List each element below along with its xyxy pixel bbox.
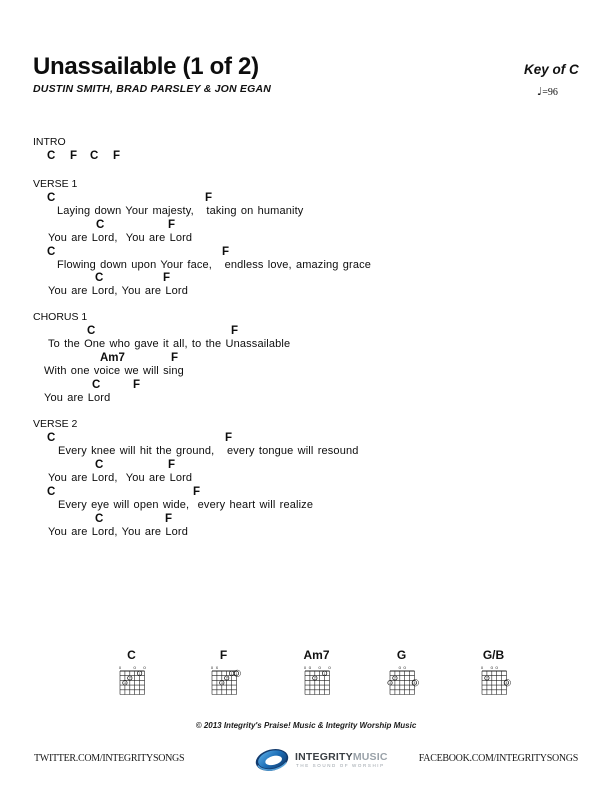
svg-text:1: 1 [230, 671, 233, 676]
svg-text:o: o [495, 665, 498, 670]
chord-symbol: C [90, 150, 99, 162]
chord-symbol: C [87, 325, 96, 337]
svg-text:x: x [118, 665, 122, 670]
chord-symbol: C [95, 513, 104, 525]
chord-symbol: F [165, 513, 173, 525]
diagram-chord-name: Am7 [303, 648, 330, 662]
svg-text:3: 3 [389, 681, 391, 686]
chord-symbol: F [193, 486, 201, 498]
svg-text:x: x [303, 665, 307, 670]
svg-text:1: 1 [235, 671, 238, 676]
page-title: Unassailable (1 of 2) [33, 53, 259, 80]
lyric-line: Every eye will open wide, every heart will realize [58, 499, 314, 511]
section-label: INTRO [33, 136, 66, 148]
tempo-value: =96 [542, 87, 558, 98]
facebook-link[interactable]: FACEBOOK.COM/INTEGRITYSONGS [418, 753, 578, 764]
chord-symbol: F [205, 192, 213, 204]
chord-symbol: C [96, 219, 105, 231]
integrity-music-logo [255, 748, 388, 774]
chord-symbol: C [47, 246, 56, 258]
diagram-chord-name: G/B [482, 648, 505, 662]
lyric-line: You are Lord, You are Lord [48, 232, 193, 244]
chord-symbol: F [163, 272, 171, 284]
diagram-chord-name: C [127, 648, 136, 662]
svg-text:2: 2 [225, 676, 228, 681]
guitar-chord-diagram [303, 664, 335, 702]
svg-text:1: 1 [138, 671, 141, 676]
svg-text:2: 2 [313, 676, 316, 681]
svg-text:x: x [210, 665, 214, 670]
guitar-chord-diagram [210, 664, 242, 702]
diagram-chord-name: G [396, 648, 407, 662]
chord-symbol: C [95, 459, 104, 471]
logo-wordmark: INTEGRITYMUSIC [295, 751, 388, 763]
chord-symbol: C [47, 192, 56, 204]
twitter-link[interactable]: TWITTER.COM/INTEGRITYSONGS [34, 753, 185, 764]
chord-symbol: F [168, 219, 176, 231]
svg-text:2: 2 [128, 676, 131, 681]
chord-symbol: F [171, 352, 179, 364]
chord-symbol: C [95, 272, 104, 284]
diagram-chord-name: F [219, 648, 228, 662]
chord-symbol: F [231, 325, 239, 337]
section-label: VERSE 2 [33, 418, 78, 430]
chord-symbol: C [92, 379, 101, 391]
lyric-line: You are Lord, You are Lord [48, 285, 188, 297]
lyric-line: You are Lord, You are Lord [48, 472, 193, 484]
chord-symbol: C [47, 486, 56, 498]
lyric-line: Laying down Your majesty, taking on humanity [57, 205, 304, 217]
quarter-note-icon: ♩ [537, 85, 543, 98]
svg-text:o: o [143, 665, 146, 670]
guitar-chord-diagram [388, 664, 420, 702]
chord-symbol: F [113, 150, 121, 162]
lyric-line: You are Lord, You are Lord [48, 526, 188, 538]
svg-text:o: o [490, 665, 494, 670]
lyric-line: Every knee will hit the ground, every tongue will resound [58, 445, 359, 457]
svg-text:o: o [403, 665, 406, 670]
svg-text:3: 3 [220, 681, 223, 686]
key-label: Key of C [524, 62, 579, 77]
chord-symbol: F [225, 432, 233, 444]
lyric-line: Flowing down upon Your face, endless love, amazing grace [57, 259, 372, 271]
svg-text:4: 4 [505, 681, 508, 686]
logo-tagline: THE SOUND OF WORSHIP [296, 763, 385, 768]
section-label: CHORUS 1 [33, 311, 88, 323]
chord-symbol: F [70, 150, 78, 162]
chord-symbol: C [47, 150, 56, 162]
svg-text:2: 2 [485, 676, 488, 681]
authors-line: DUSTIN SMITH, BRAD PARSLEY & JON EGAN [33, 83, 272, 95]
chord-symbol: C [47, 432, 56, 444]
section-label: VERSE 1 [33, 178, 78, 190]
chord-symbol: F [133, 379, 141, 391]
svg-text:o: o [133, 665, 136, 670]
guitar-chord-diagram [480, 664, 512, 702]
svg-text:x: x [215, 665, 219, 670]
svg-text:o: o [318, 665, 321, 670]
lyric-line: You are Lord [44, 392, 111, 404]
lyric-line: With one voice we will sing [44, 365, 184, 377]
svg-text:4: 4 [413, 681, 416, 686]
svg-text:o: o [328, 665, 331, 670]
svg-text:1: 1 [323, 671, 326, 676]
chord-symbol: F [168, 459, 176, 471]
svg-text:o: o [308, 665, 312, 670]
svg-text:x: x [480, 665, 484, 670]
chord-symbol: Am7 [100, 352, 125, 364]
lyric-line: To the One who gave it all, to the Unassailable [48, 338, 291, 350]
guitar-chord-diagram [118, 664, 150, 702]
copyright-line: © 2013 Integrity's Praise! Music & Integrity Worship Music [195, 721, 417, 730]
svg-text:2: 2 [393, 676, 396, 681]
svg-text:o: o [398, 665, 402, 670]
chord-symbol: F [222, 246, 230, 258]
svg-text:3: 3 [123, 681, 126, 686]
